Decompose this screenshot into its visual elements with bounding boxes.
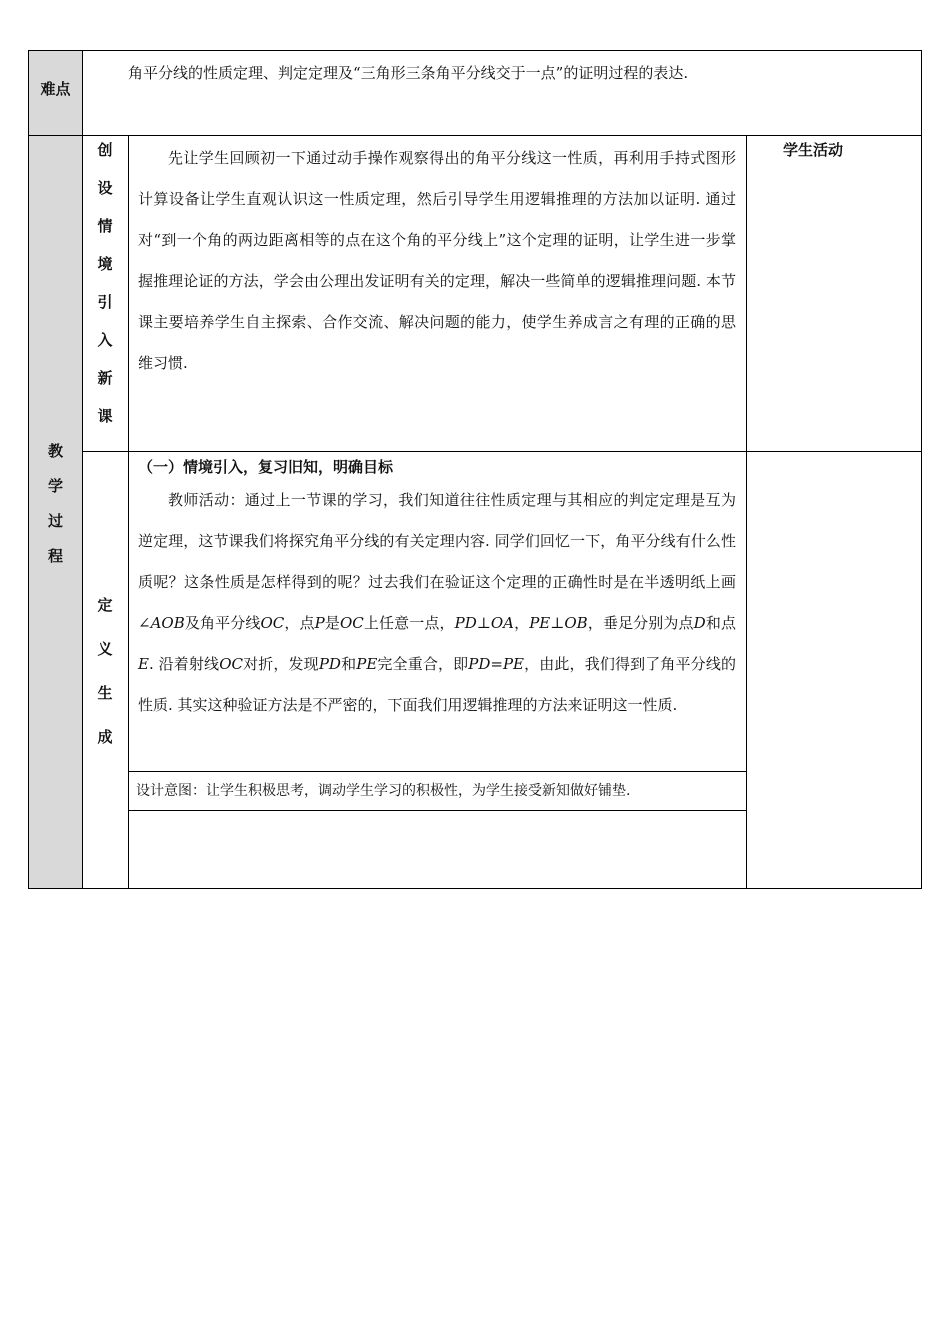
teacher-text: ，由此，我们得到了角平分线的性质. 其实这种验证方法是不严密的，下面我们用逻辑推理的方法来证明这一性质. [138,655,736,714]
teacher-text: ，点 [284,614,315,632]
math-oc: OC [260,614,285,632]
table-col-activity [746,135,747,889]
math-oc: OC [219,655,243,673]
math-pe: PE [356,655,378,673]
teacher-text: . 沿着射线 [148,655,220,673]
table-col-sublabel [128,135,129,889]
teacher-text: 和 [340,655,357,673]
table-row-section-split [82,451,922,452]
intro-label-char: 课 [97,407,113,425]
teacher-text: 完全重合，即 [377,655,469,673]
math-oc: OC [339,614,364,632]
definition-label-char: 生 [97,684,113,702]
definition-label-char: 成 [97,728,113,746]
intro-label-char: 引 [97,293,113,311]
process-label-char: 教 [47,442,63,460]
process-label [28,440,83,566]
math-pd: PD [318,655,341,673]
teacher-text: 及角平分线 [184,614,261,632]
definition-heading: （一）情境引入，复习旧知，明确目标 [138,458,394,476]
intro-label-char: 设 [97,179,113,197]
table-border-right [921,50,922,889]
intro-paragraph: 先让学生回顾初一下通过动手操作观察得出的角平分线这一性质，再利用手持式图形计算设备让学生直观认识这一性质定理，然后引导学生用逻辑推理的方法加以证明. 通过对“到一个角的两边距离相等的点在这个角的平分线上”这个定理的证明，让学生进一步掌握推理论证的方法，学会由公理出发证明有关的定理，解决一些简单的逻辑推理问题. 本节课主要培养学生自主探索、合作交流、解决问题的能力，使学生养成言之有理的正确的思维习惯. [138,149,736,372]
definition-label-char: 义 [97,640,113,658]
math-pe-perp-ob: PE⊥OB [529,614,588,632]
teacher-text: 教师活动：通过上一节课的学习，我们知道往往性质定理与其相应的判定定理是互为逆定理，这节课我们将探究角平分线的有关定理内容. 同学们回忆一下，角平分线有什么性质呢？这条性质是怎样得到的呢？过去我们在验证这个定理的正确性时是在半透明纸上画 [138,491,736,591]
intro-label-char: 新 [97,369,113,387]
intro-label-char: 情 [97,217,113,235]
intro-label-char: 创 [97,141,113,159]
process-label-char: 程 [47,547,63,565]
teacher-text: ，垂足分别为点 [587,614,694,632]
table-border-row1 [28,135,922,136]
teacher-text: 对折，发现 [242,655,319,673]
difficulty-text: 角平分线的性质定理、判定定理及“三角形三条角平分线交于一点”的证明过程的表达. [128,64,689,82]
table-border-bottom [28,888,922,889]
definition-section-label [82,594,128,747]
teacher-text: 和点 [705,614,736,632]
math-e: E [138,655,149,673]
intro-section-label [82,139,128,426]
math-p: P [314,614,325,632]
process-label-char: 学 [47,477,63,495]
definition-label-char: 定 [97,596,113,614]
math-pd-eq-pe: PD=PE [468,655,524,673]
intro-label-char: 入 [97,331,113,349]
math-d: D [693,614,706,632]
intro-label-char: 境 [97,255,113,273]
teacher-text: ， [513,614,530,632]
teacher-activity-paragraph [138,480,736,726]
design-intent: 设计意图：让学生积极思考，调动学生学习的积极性，为学生接受新知做好铺垫. [136,783,631,799]
design-box-bottom [128,810,746,811]
math-pd-perp-oa: PD⊥OA [454,614,514,632]
math-angle-aob: ∠AOB [138,614,185,632]
teacher-text: 上任意一点， [363,614,455,632]
difficulty-label: 难点 [40,80,71,98]
process-label-char: 过 [47,512,63,530]
design-box-top [128,771,746,772]
student-activity-header: 学生活动 [782,141,843,159]
teacher-text: 是 [324,614,340,632]
table-border-top [28,50,922,51]
